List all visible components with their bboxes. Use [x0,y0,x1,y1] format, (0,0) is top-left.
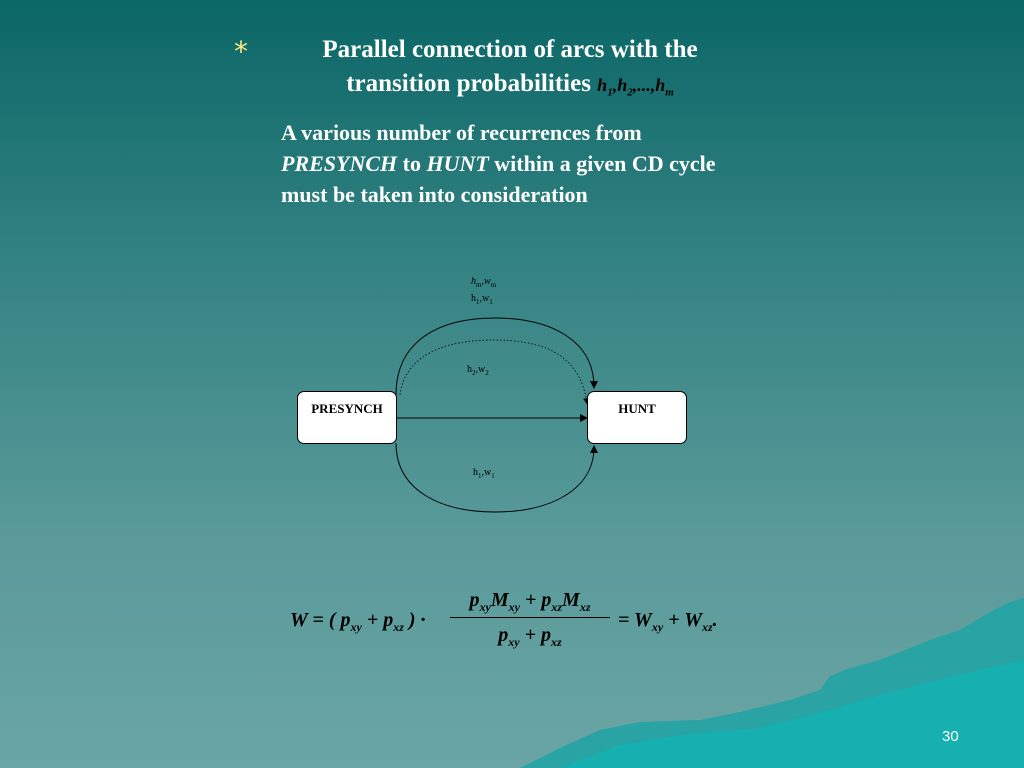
arc-top-solid [396,318,594,395]
formula-denominator: $p_{xy} + p_{xz}$ [498,624,562,649]
fraction-bar [450,617,610,618]
arc-bottom [396,443,594,512]
body-paragraph: A various number of recurrences from PRESYNCH to HUNT within a given CD cycle must be taken into consideration [281,120,716,207]
presynch-box-label: PRESYNCH [311,401,383,416]
formula-lhs: W = ( $p_{xy} + p_{xz}$ ) · [290,609,426,634]
formula-numerator: $p_{xy}M_{xy} + p_{xz}M_{xz}$ [469,589,591,614]
arc-label-h1-w1-top: $h_1,w_1$ [471,293,493,306]
title-line-2-text: transition probabilities [346,70,591,97]
hunt-box-label: HUNT [618,401,656,416]
formula-fraction [450,585,610,650]
transition-probabilities-math: $h_1,h_2,...,h_m$ [597,75,674,99]
hunt-state-box [587,391,687,444]
presynch-state-box [297,391,397,444]
title-line-1: Parallel connection of arcs with the [322,36,698,63]
arc-top-dotted [400,340,587,403]
arc-label-h2-w2: $h_2,w_2$ [467,364,489,377]
bullet-mark: * [234,35,248,68]
slide-number: 30 [942,728,959,745]
formula-rhs: = $W_{xy} + W_{xz}$. [618,609,718,634]
arc-label-h1-w1-bottom: $h_1,w_1$ [473,467,495,480]
presynch-term: PRESYNCH [281,151,398,176]
hunt-term: HUNT [426,151,489,176]
weight-formula [290,585,750,665]
arc-label-hm-wm: $h_m,w_m$ [471,276,497,289]
